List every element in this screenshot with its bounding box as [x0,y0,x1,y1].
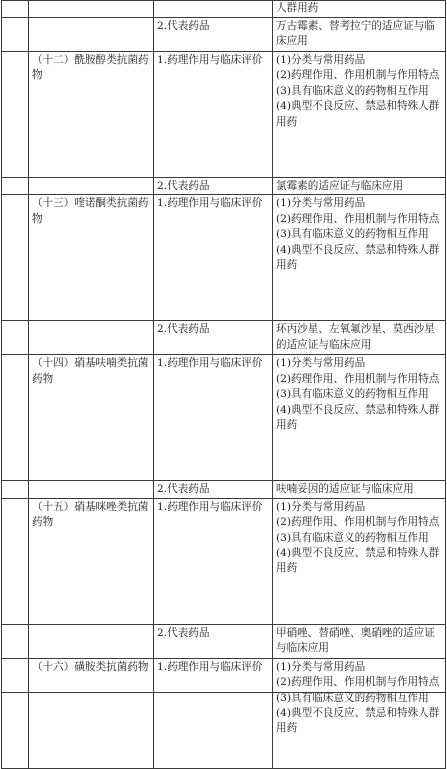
content-cell [273,52,446,178]
subunit-cell: 2.代表药品 [154,321,273,355]
content-line: (4)典型不良反应、禁忌和特殊人群用药 [276,547,440,575]
drug-class-cell [29,178,154,195]
blank-index-cell [2,498,29,624]
subunit-cell [154,1,273,18]
drug-class-cell: （十四）硝基呋喃类抗菌药物 [29,355,154,481]
content-line: (2)药理作用、作用机制与作用特点 [276,69,440,82]
content-line: (2)药理作用、作用机制与作用特点 [276,212,440,225]
content-line: (4)典型不良反应、禁忌和特殊人群用药 [276,100,440,128]
content-line: (4)典型不良反应、禁忌和特殊人群用药 [276,243,440,272]
drug-class-cell: （十三）喹诺酮类抗菌药物 [29,195,154,321]
drug-class-cell: （十二）酰胺醇类抗菌药物 [29,52,154,178]
blank-index-cell [2,355,29,481]
content-cell [273,195,446,321]
content-line: 氯霉素的适应证与临床应用 [276,180,404,192]
table-row [2,481,446,498]
content-line: 甲硝唑、替硝唑、奥硝唑的适应证与临床应用 [276,626,435,655]
table-row [2,195,446,321]
blank-index-cell [2,624,29,658]
syllabus-table-body [2,1,446,769]
table-row [2,1,446,18]
subunit-cell: 1.药理作用与临床评价 [154,195,273,321]
content-cell [273,498,446,624]
content-cell [273,18,446,52]
table-row [2,658,446,768]
drug-class-cell [29,321,154,355]
content-line: (3)具有临床意义的药物相互作用 [276,691,429,704]
drug-class-cell: （十六）磺胺类抗菌药物 [29,658,154,768]
content-cell [273,658,446,768]
content-line: (3)具有临床意义的药物相互作用 [276,84,429,97]
content-line: (4)典型不良反应、禁忌和特殊人群用药 [276,707,440,735]
subunit-cell: 2.代表药品 [154,18,273,52]
content-line: 呋喃妥因的适应证与临床应用 [276,483,414,496]
blank-index-cell [2,18,29,52]
content-line: 环丙沙星、左氧氟沙星、莫西沙星的适应证与临床应用 [276,323,435,351]
blank-index-cell [2,178,29,195]
table-row [2,52,446,178]
subunit-cell: 1.药理作用与临床评价 [154,658,273,768]
content-line: (3)具有临床意义的药物相互作用 [276,228,429,241]
content-line: (2)药理作用、作用机制与作用特点 [276,676,440,689]
blank-index-cell [2,195,29,321]
drug-class-cell: （十五）硝基咪唑类抗菌药物 [29,498,154,624]
content-line: (1)分类与常用药品 [276,660,366,673]
table-row [2,18,446,52]
table-row [2,355,446,481]
content-cell [273,321,446,355]
subunit-cell: 1.药理作用与临床评价 [154,498,273,624]
content-line: (1)分类与常用药品 [276,357,366,370]
content-line: (1)分类与常用药品 [276,500,366,513]
table-row [2,321,446,355]
table-row [2,498,446,624]
table-row [2,178,446,195]
content-line: (3)具有临床意义的药物相互作用 [276,531,429,544]
drug-class-cell [29,481,154,498]
subunit-cell: 2.代表药品 [154,178,273,195]
blank-index-cell [2,52,29,178]
content-line: (1)分类与常用药品 [276,54,366,66]
content-line: (2)药理作用、作用机制与作用特点 [276,516,440,529]
blank-index-cell [2,481,29,498]
blank-index-cell [2,658,29,768]
content-line: (1)分类与常用药品 [276,197,366,210]
subunit-cell: 2.代表药品 [154,481,273,498]
syllabus-table [1,0,446,769]
drug-class-cell [29,624,154,658]
blank-index-cell [2,1,29,18]
drug-class-cell [29,18,154,52]
subunit-cell: 1.药理作用与临床评价 [154,52,273,178]
subunit-cell: 2.代表药品 [154,624,273,658]
drug-class-cell [29,1,154,18]
content-line: 人群用药 [276,2,319,14]
content-cell [273,178,446,195]
subunit-cell: 1.药理作用与临床评价 [154,355,273,481]
content-line: (3)具有临床意义的药物相互作用 [276,388,429,401]
content-line: (2)药理作用、作用机制与作用特点 [276,372,440,385]
content-cell [273,481,446,498]
content-line: (4)典型不良反应、禁忌和特殊人群用药 [276,403,440,432]
content-line: 万古霉素、替考拉宁的适应证与临床应用 [276,20,435,48]
table-row [2,624,446,658]
content-cell [273,355,446,481]
table-bottom-border [1,692,445,696]
content-cell [273,1,446,18]
content-cell [273,624,446,658]
blank-index-cell [2,321,29,355]
